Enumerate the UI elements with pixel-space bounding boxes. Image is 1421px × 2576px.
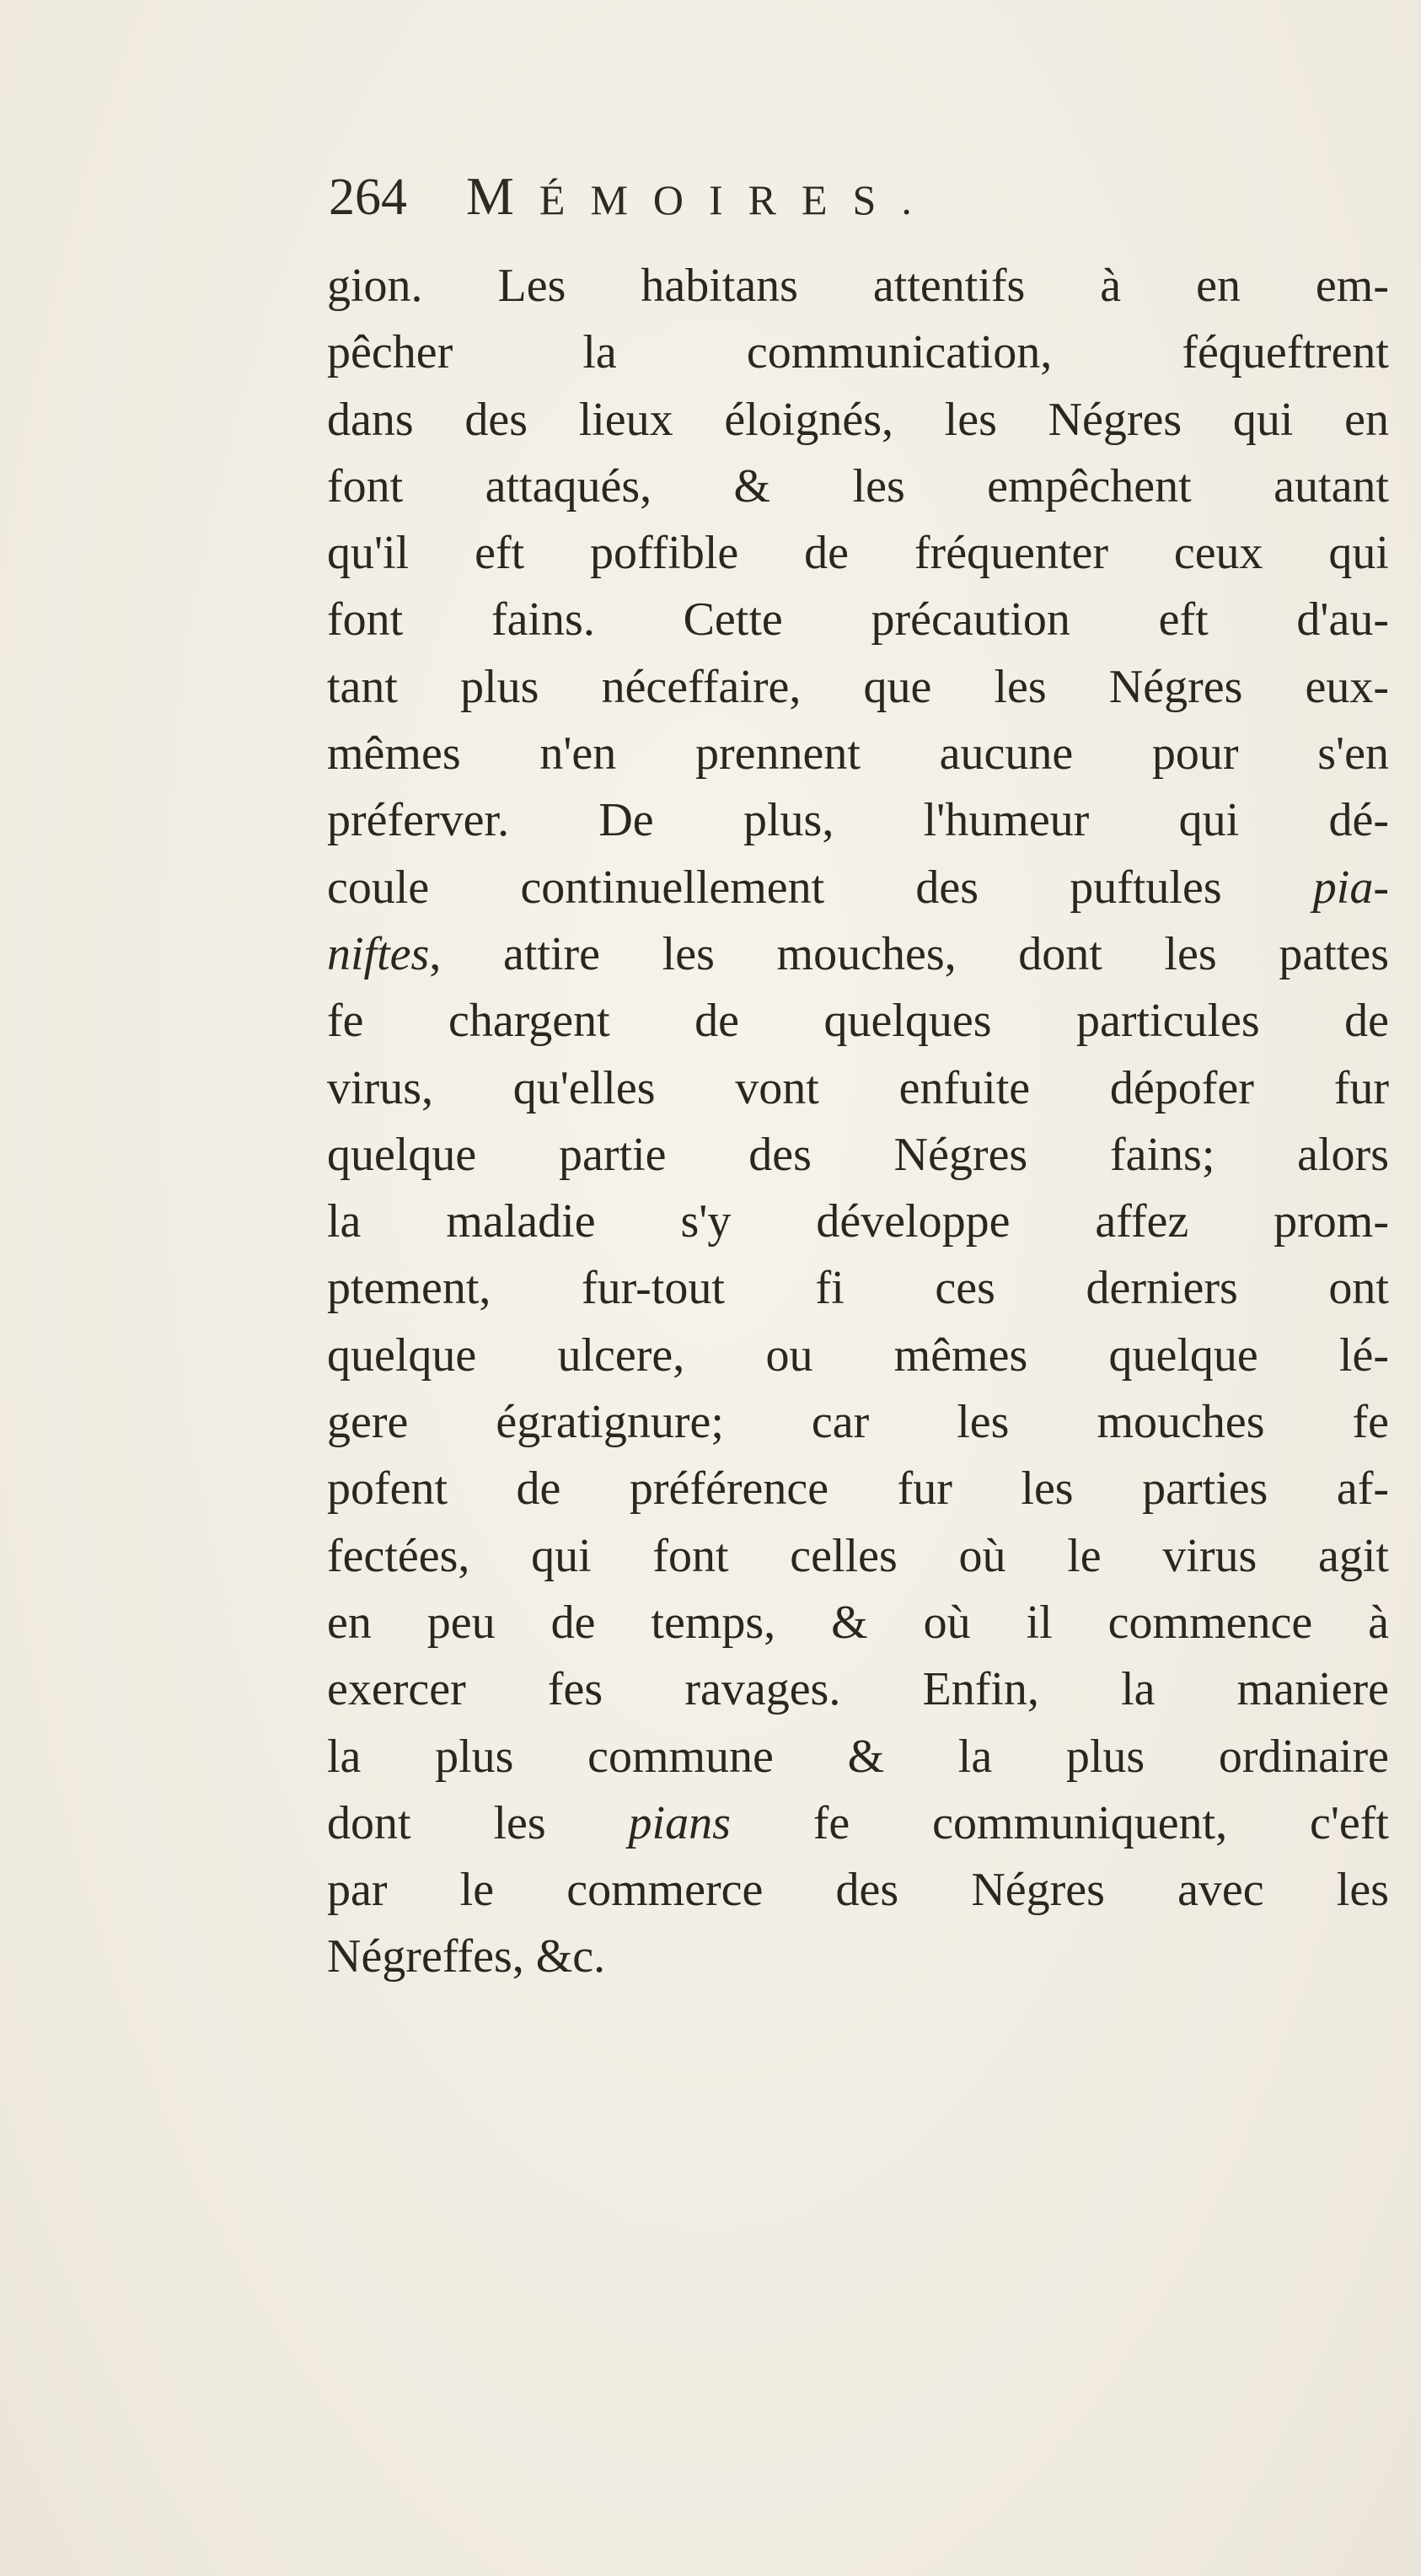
text-line: coule continuellement des puftules pia-	[327, 861, 1389, 914]
text-line: fectées, qui font celles où le virus agit	[327, 1529, 1389, 1582]
text-line: dans des lieux éloignés, les Négres qui en	[327, 393, 1389, 446]
text-line: font fains. Cette précaution eft d'au-	[327, 593, 1389, 647]
text-line: la plus commune & la plus ordinaire	[327, 1730, 1389, 1783]
page-number: 264	[329, 169, 407, 226]
text-line: font attaqués, & les empêchent autant	[327, 459, 1389, 513]
italic-term: pia-	[1312, 861, 1389, 914]
running-title-rest: ÉMOIRES.	[539, 176, 937, 223]
italic-term: pians	[628, 1796, 731, 1849]
text-line: fe chargent de quelques particules de	[327, 995, 1389, 1048]
text-line: ptement, fur-tout fi ces derniers ont	[327, 1262, 1389, 1315]
text-line: dont les pians fe communiquent, c'eft	[327, 1796, 1389, 1849]
running-title	[466, 165, 937, 228]
text-line: niftes, attire les mouches, dont les pattes	[327, 927, 1389, 980]
text-line: tant plus néceffaire, que les Négres eux-	[327, 660, 1389, 713]
text-line: exercer fes ravages. Enfin, la maniere	[327, 1663, 1389, 1716]
text-line: par le commerce des Négres avec les	[327, 1864, 1389, 1917]
text-line: préferver. De plus, l'humeur qui dé-	[327, 794, 1389, 847]
text-line: gion. Les habitans attentifs à en em-	[327, 260, 1389, 312]
italic-term: niftes	[327, 927, 430, 980]
body-text	[327, 253, 1389, 1991]
text-line: la maladie s'y développe affez prom-	[327, 1195, 1389, 1248]
text-line-last: Négreffes, &c.	[327, 1930, 606, 1983]
text-line: qu'il eft poffible de fréquenter ceux qui	[327, 527, 1389, 580]
text-line: gere égratignure; car les mouches fe	[327, 1396, 1389, 1449]
text-line: pofent de préférence fur les parties af-	[327, 1462, 1389, 1516]
running-title-initial: M	[466, 166, 539, 226]
text-line: quelque ulcere, ou mêmes quelque lé-	[327, 1328, 1389, 1382]
text-line: mêmes n'en prennent aucune pour s'en	[327, 727, 1389, 781]
text-line: pêcher la communication, féqueftrent	[327, 326, 1389, 379]
text-line: quelque partie des Négres fains; alors	[327, 1128, 1389, 1181]
running-head	[329, 165, 1172, 241]
text-line: en peu de temps, & où il commence à	[327, 1596, 1389, 1649]
text-line: virus, qu'elles vont enfuite dépofer fur	[327, 1061, 1389, 1114]
